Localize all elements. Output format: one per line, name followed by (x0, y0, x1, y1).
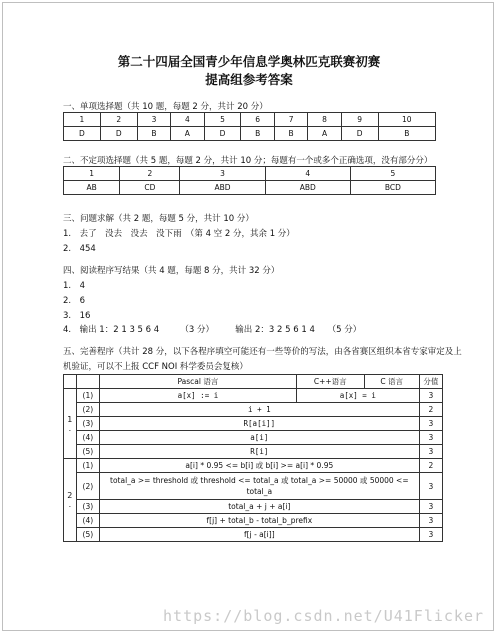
table-cell: AB (64, 181, 120, 195)
table-cell: 10 (378, 113, 435, 127)
section3-item-1: 1. 去了 没去 没去 没下雨 （第 4 空 2 分，其余 1 分） (63, 229, 295, 239)
table-cell: 3 (180, 167, 265, 181)
table-cell: 3 (137, 113, 170, 127)
table-cell: A (308, 127, 341, 141)
table-row: (3) total_a + j + a[i] 3 (64, 500, 443, 514)
table-cell: 6 (241, 113, 274, 127)
table-row: (5) f[j - a[i]] 3 (64, 528, 443, 542)
table-row: 2 . (1) a[i] * 0.95 <= b[i] 或 b[i] >= a[i] * 0.95 2 (64, 459, 443, 473)
table-row: (4) f[j] + total_b - total_b_prefix 3 (64, 514, 443, 528)
table-cell: 8 (308, 113, 341, 127)
table-cell: B (137, 127, 170, 141)
section5-table (63, 374, 443, 542)
section3-heading: 三、问题求解（共 2 题，每题 5 分，共计 10 分） (63, 214, 254, 224)
table-cell: D (100, 127, 137, 141)
section3-item-2: 2. 454 (63, 244, 96, 254)
table-row: (2) i + 1 2 (64, 403, 443, 417)
table-row: (3) R[a[i]] 3 (64, 417, 443, 431)
watermark: https://blog.csdn.net/U41Flicker (163, 607, 484, 625)
table-cell: D (204, 127, 241, 141)
section4-item-4: 4. 输出 1：2 1 3 5 6 4 （3 分） 输出 2：3 2 5 6 1 4 （5 分） (63, 325, 362, 335)
table-row: (2) total_a >= threshold 或 threshold <= total_a 或 total_a >= 50000 或 50000 <= total_a 3 (64, 473, 443, 500)
table-row: (4) a[i] 3 (64, 431, 443, 445)
table-cell: 2 (100, 113, 137, 127)
table-cell: ABD (265, 181, 350, 195)
section2-answer-row (64, 181, 436, 195)
section1-number-row (64, 113, 436, 127)
table-cell: 5 (350, 167, 435, 181)
section5-heading: 五、完善程序（共计 28 分，以下各程序填空可能还有一些等价的写法，由各省赛区组织本省专家审定及上 (63, 347, 462, 357)
table-cell: 4 (265, 167, 350, 181)
col-cpp: C++语言 (296, 375, 364, 389)
table-cell: 7 (274, 113, 307, 127)
table-cell: BCD (350, 181, 435, 195)
section2-table (63, 166, 436, 195)
table-cell: D (341, 127, 378, 141)
section5-heading-cont: 机验证，可以不上报 CCF NOI 科学委员会复核） (63, 362, 248, 372)
section2-heading: 二、不定项选择题（共 5 题，每题 2 分，共计 10 分；每题有一个或多个正确选项，没有部分分） (63, 156, 433, 166)
document-subtitle: 提高组参考答案 (205, 72, 293, 87)
group-label: 1 . (64, 389, 77, 459)
table-cell: 4 (171, 113, 204, 127)
section1-heading: 一、单项选择题（共 10 题，每题 2 分，共计 20 分） (63, 102, 268, 112)
section1-table (63, 112, 436, 141)
section2-number-row (64, 167, 436, 181)
table-row: 1 . (1) a[x] := i a[x] = i 3 (64, 389, 443, 403)
section4-item-2: 2. 6 (63, 296, 86, 306)
table-cell: D (64, 127, 101, 141)
table-cell: B (241, 127, 274, 141)
section5-header-row (64, 375, 443, 389)
table-cell: 1 (64, 167, 120, 181)
document-title: 第二十四届全国青少年信息学奥林匹克联赛初赛 (117, 54, 381, 69)
section4-item-3: 3. 16 (63, 311, 91, 321)
col-score: 分值 (419, 375, 442, 389)
table-cell: B (378, 127, 435, 141)
table-cell: 2 (120, 167, 180, 181)
section1-answer-row (64, 127, 436, 141)
table-cell: CD (120, 181, 180, 195)
col-c: C 语言 (364, 375, 419, 389)
group-label: 2 . (64, 459, 77, 542)
table-cell: ABD (180, 181, 265, 195)
table-cell: 1 (64, 113, 101, 127)
col-pascal: Pascal 语言 (99, 375, 296, 389)
section4-heading: 四、阅读程序写结果（共 4 题，每题 8 分，共计 32 分） (63, 266, 280, 276)
table-cell: 5 (204, 113, 241, 127)
table-cell: 9 (341, 113, 378, 127)
table-cell: B (274, 127, 307, 141)
table-row: (5) R[i] 3 (64, 445, 443, 459)
table-cell: A (171, 127, 204, 141)
section4-item-1: 1. 4 (63, 281, 86, 291)
